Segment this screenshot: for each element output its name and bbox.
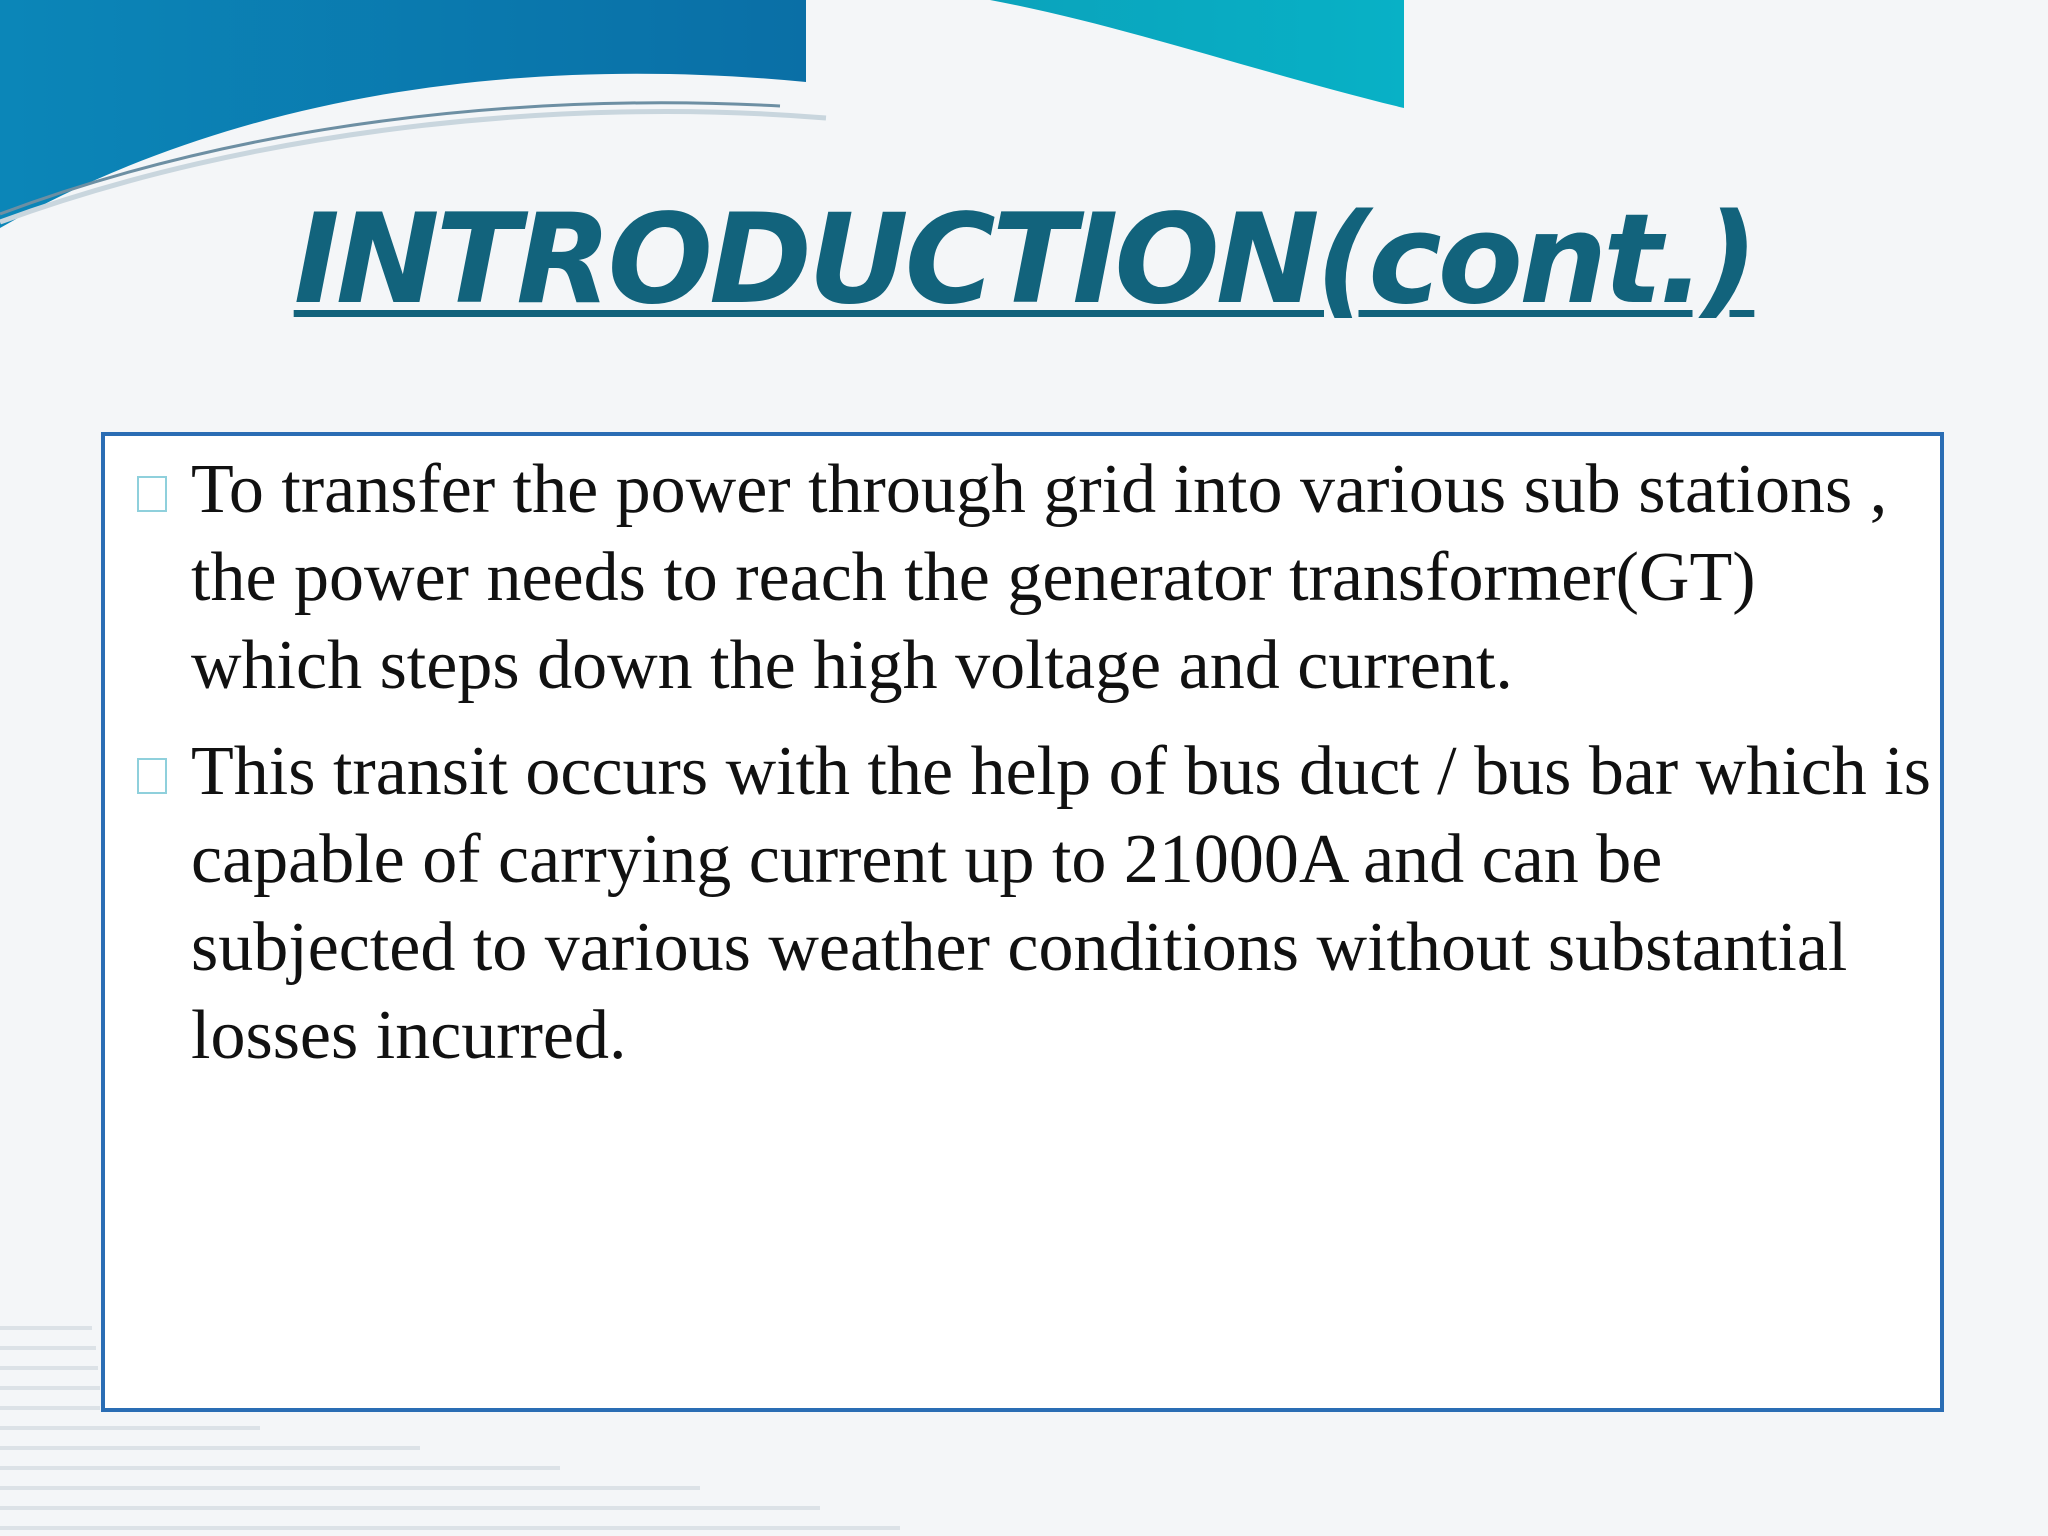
- bullet-list: [135, 446, 1935, 1098]
- bullet-text: This transit occurs with the help of bus duct / bus bar which is capable of carrying current up to 21000A and can be subjected to various weather conditions without substantial losses incurred.: [191, 733, 1931, 1074]
- bullet-item: [135, 728, 1935, 1080]
- bullet-text: To transfer the power through grid into various sub stations , the power needs to reach the generator transformer(GT) which steps down the high voltage and current.: [191, 451, 1888, 704]
- content-box: [101, 432, 1944, 1412]
- slide-title: INTRODUCTION(cont.): [293, 188, 1755, 332]
- bullet-item: [135, 446, 1935, 710]
- square-bullet-icon: [137, 758, 167, 794]
- top-right-teal-shape: [990, 0, 1404, 108]
- square-bullet-icon: [137, 476, 167, 512]
